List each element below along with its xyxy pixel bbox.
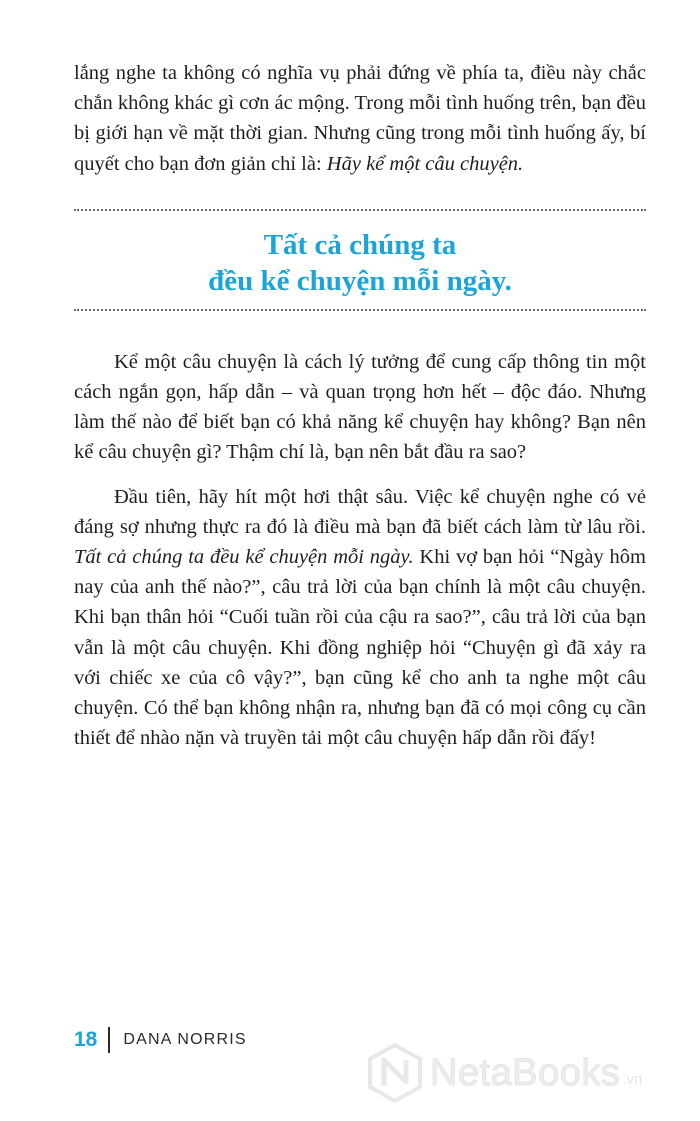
watermark-text: NetaBooks bbox=[430, 1051, 621, 1094]
section-heading bbox=[74, 211, 646, 309]
paragraph-1 bbox=[74, 58, 646, 179]
paragraph-3 bbox=[74, 482, 646, 754]
paragraph-1-text: lắng nghe ta không có nghĩa vụ phải đứng về phía ta, điều này chắc chắn không khác gì cơn ác mộng. Trong mỗi tình huống trên, bạn đều bị giới hạn về mặt thời gian. Nhưng cũng trong mỗi tình huống ấy, bí quyết cho bạn đơn giản chỉ là: bbox=[74, 62, 646, 175]
watermark bbox=[366, 1042, 642, 1104]
author-name: DANA NORRIS bbox=[123, 1031, 247, 1048]
section-heading-line-2: đều kể chuyện mỗi ngày. bbox=[208, 264, 512, 297]
page-number: 18 bbox=[74, 1028, 98, 1051]
footer-separator bbox=[108, 1027, 110, 1053]
paragraph-3-text-before: Đầu tiên, hãy hít một hơi thật sâu. Việc kể chuyện nghe có vẻ đáng sợ nhưng thực ra đó là điều mà bạn đã biết cách làm từ lâu rồi. bbox=[74, 485, 646, 538]
watermark-suffix: .vn bbox=[622, 1070, 643, 1088]
page-content bbox=[74, 58, 646, 753]
dotted-divider-bottom bbox=[74, 309, 646, 311]
paragraph-3-italic: Tất cả chúng ta đều kể chuyện mỗi ngày. bbox=[74, 546, 414, 569]
paragraph-1-italic: Hãy kể một câu chuyện. bbox=[326, 152, 524, 175]
netabooks-logo-icon bbox=[366, 1042, 424, 1104]
paragraph-2: Kể một câu chuyện là cách lý tưởng để cung cấp thông tin một cách ngắn gọn, hấp dẫn – và quan trọng hơn hết – độc đáo. Nhưng làm thế nào để biết bạn có khả năng kể chuyện hay không? Bạn nên kể câu chuyện gì? Thậm chí là, bạn nên bắt đầu ra sao? bbox=[74, 350, 646, 464]
paragraph-3-text-after: Khi vợ bạn hỏi “Ngày hôm nay của anh thế nào?”, câu trả lời của bạn chính là một câu chuyện. Khi bạn thân hỏi “Cuối tuần rồi của cậu ra sao?”, câu trả lời của bạn vẫn là một câu chuyện. Khi đồng nghiệp hỏi “Chuyện gì đã xảy ra với chiếc xe của cô vậy?”, bạn cũng kể cho anh ta nghe một câu chuyện. Có thể bạn không nhận ra, nhưng bạn đã có mọi công cụ cần thiết để nhào nặn và truyền tải một câu chuyện hấp dẫn rồi đấy! bbox=[74, 546, 646, 750]
page-footer bbox=[74, 1025, 247, 1055]
section-heading-line-1: Tất cả chúng ta bbox=[263, 228, 457, 261]
